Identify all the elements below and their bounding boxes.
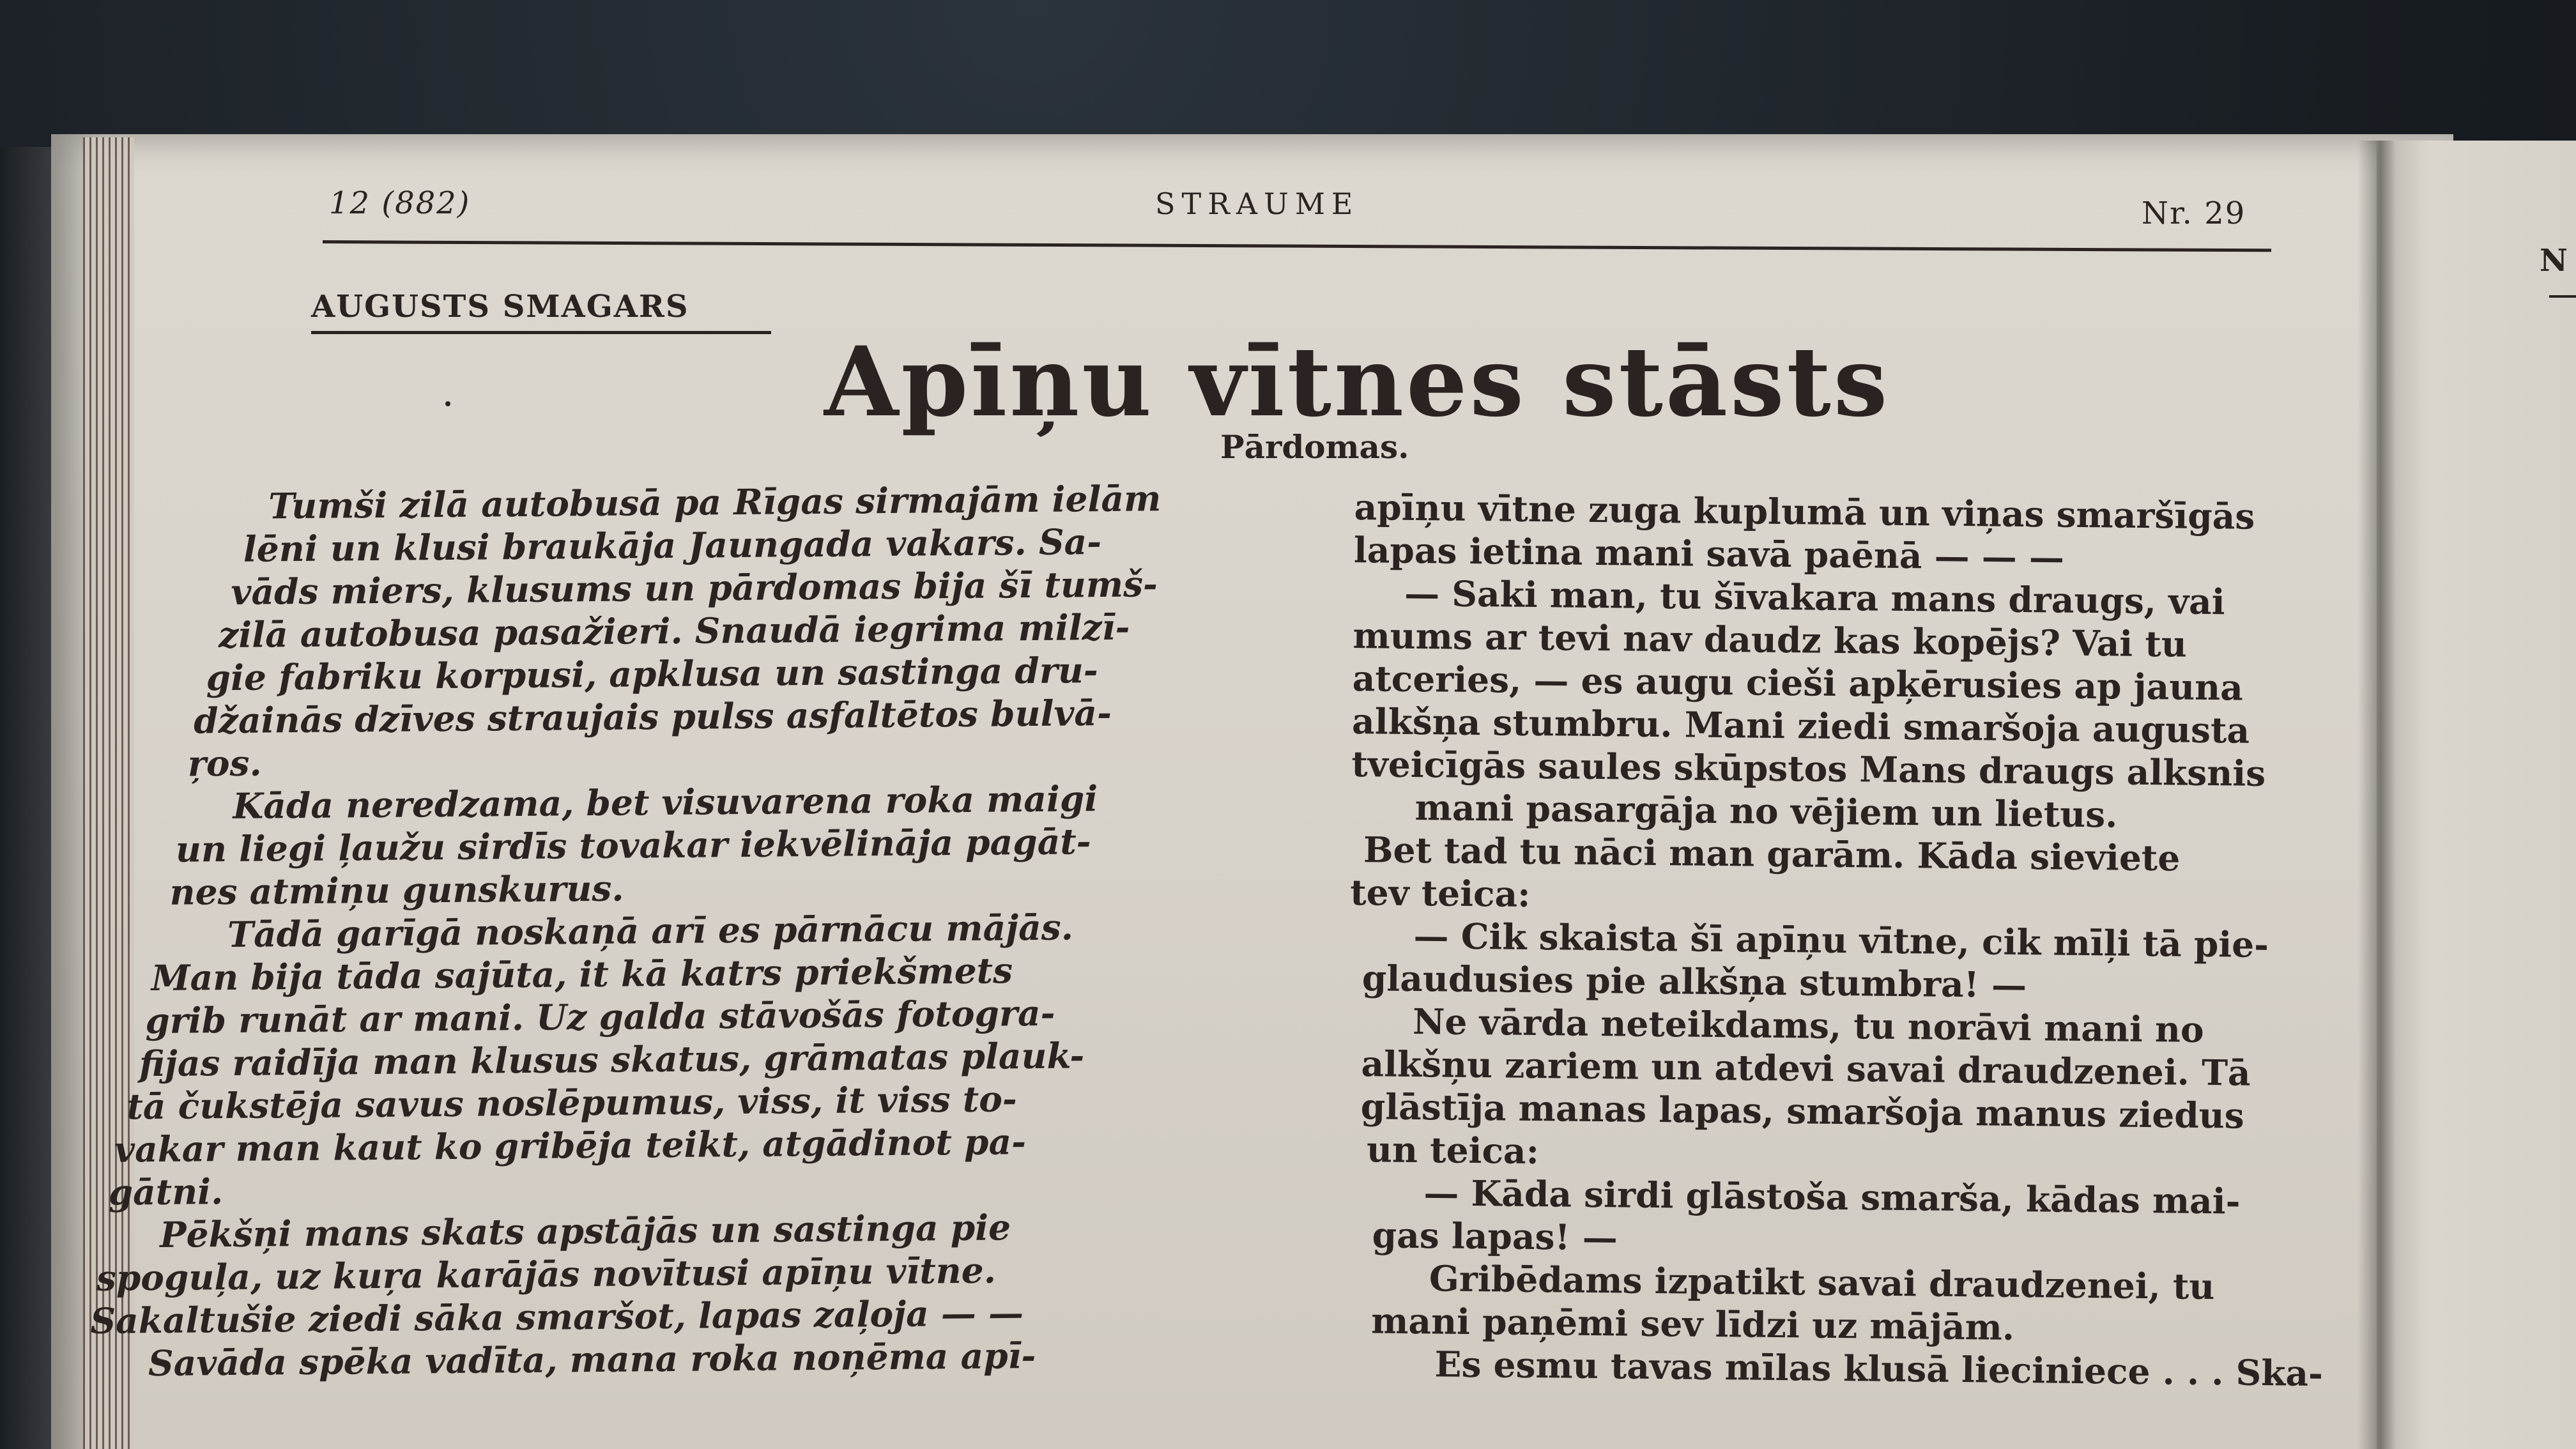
left-column-line: ŗos.: [187, 742, 262, 785]
left-column-line: Kāda neredzama, bet visuvarena roka maigi: [233, 778, 1098, 827]
right-column-line: Bet tad tu nāci man garām. Kāda sieviete: [1363, 829, 2181, 879]
left-column-line: zilā autobusa pasažieri. Snaudā iegrima milzī-: [218, 606, 1130, 656]
author-underline: [311, 331, 771, 334]
left-column-line: Man bija tāda sajūta, it kā katrs priekšmets: [151, 949, 1013, 999]
right-column-line: mani paņēmi sev līdzi uz mājām.: [1370, 1300, 2015, 1348]
right-column-line: apīņu vītne ⁠zuga kuplumā un viņas smaršīgās: [1354, 486, 2255, 537]
right-column-line: alkšņa stumbru. Mani ziedi smaršoja augusta: [1351, 700, 2250, 751]
page-edges: [83, 137, 134, 1449]
left-column-line: tā čukstēja savus noslēpumus, viss, it viss to-: [126, 1078, 1017, 1128]
article-author: AUGUSTS SMAGARS: [311, 289, 689, 325]
right-column-line: lapas ietina mani savā paēnā — — —: [1353, 528, 2065, 578]
article-title: Apīņu vītnes stāsts: [824, 326, 1890, 438]
right-column-line: — Saki man, tu šīvakara mans draugs, vai: [1404, 572, 2225, 623]
right-column-line: alkšņu zariem un atdevi savai draudzenei. Tā: [1361, 1043, 2251, 1094]
right-column-line: — Kāda sirdi glāstoša smarša, kādas mai-: [1423, 1172, 2241, 1222]
right-column-line: glaudusies pie alkšņa stumbra! —: [1361, 957, 2027, 1006]
right-column-line: Es esmu tavas mīlas klusā lieciniece . . . Ska-: [1434, 1343, 2324, 1394]
left-column-line: vakar man kaut ko gribēja teikt, atgādinot pa-: [114, 1121, 1027, 1170]
left-column-line: nes atmiņu gunskurus.: [169, 867, 624, 913]
right-column-line: gas lapas! —: [1372, 1214, 1618, 1259]
facing-page: [2377, 141, 2576, 1449]
right-column-line: glāstīja manas lapas, smaršoja manus ziedus: [1360, 1085, 2245, 1137]
left-column-line: gie fabriku korpusi, apklusa un sastinga dru-: [206, 649, 1098, 699]
left-column-line: un liegi ļaužu sirdīs tovakar iekvēlināja pagāt-: [175, 820, 1091, 870]
left-column-line: spoguļa, uz kuŗa karājās novītusi apīņu vītne.: [96, 1249, 997, 1299]
left-column-line: vāds miers, klusums un pārdomas bija šī tumš-: [231, 563, 1158, 613]
right-column-line: tev teica:: [1349, 871, 1531, 915]
right-column-line: mani pasargāja no vējiem un lietus.: [1414, 786, 2118, 836]
left-column-line: lēni un klusi braukāja Jaungada vakars. Sa-: [243, 521, 1102, 570]
left-column-line: Pēkšņi mans skats apstājās un sastinga pie: [159, 1206, 1011, 1255]
article-subtitle: Pārdomas.: [1220, 428, 1409, 466]
right-column-line: Gribēdams izpatikt savai draudzenei, tu: [1429, 1257, 2215, 1308]
left-column-line: grib runāt ar mani. Uz galda stāvošās fotogra-: [145, 992, 1055, 1042]
left-column-line: gātni.: [108, 1170, 224, 1213]
right-column-line: Ne vārda neteikdams, tu norāvi mani no: [1412, 1000, 2205, 1050]
right-column-line: un teica:: [1366, 1128, 1540, 1172]
right-column-line: atceries, — es augu cieši apķērusies ap jauna: [1352, 657, 2244, 709]
right-text-column: [1345, 486, 2332, 1395]
page-number: 12 (882): [329, 185, 471, 221]
left-column-line: Tādā garīgā noskaņā arī es pārnācu mājās.: [227, 906, 1074, 956]
gutter-shadow: [2358, 141, 2396, 1449]
left-column-line: Savāda spēka vadīta, mana roka noņēma apī-: [148, 1334, 1036, 1384]
left-column-line: Sakaltušie ziedi sāka smaršot, lapas zaļoja — —: [90, 1292, 1024, 1342]
left-column-line: fijas raidīja man klusus skatus, grāmatas plauk-: [139, 1034, 1085, 1085]
left-text-column: [90, 477, 1169, 1384]
publication-name: STRAUME: [1155, 187, 1360, 221]
right-column-line: tveicīgās saules skūpstos Mans draugs alksnis: [1351, 742, 2266, 794]
facing-page-rule: [2549, 295, 2576, 298]
facing-page-header-fragment: N: [2540, 243, 2568, 279]
left-column-line: Tumši zilā autobusā pa Rīgas sirmajām ielām: [268, 477, 1162, 527]
right-column-line: mums ar tevi nav daudz kas kopējs? Vai tu: [1353, 614, 2188, 665]
right-column-line: — Cik skaista šī apīņu vītne, cik mīļi tā pie-: [1413, 915, 2269, 966]
issue-number: Nr. 29: [2142, 195, 2246, 231]
print-speck: [445, 401, 450, 406]
left-column-line: džainās dzīves straujais pulss asfaltētos bulvā-: [193, 691, 1112, 742]
